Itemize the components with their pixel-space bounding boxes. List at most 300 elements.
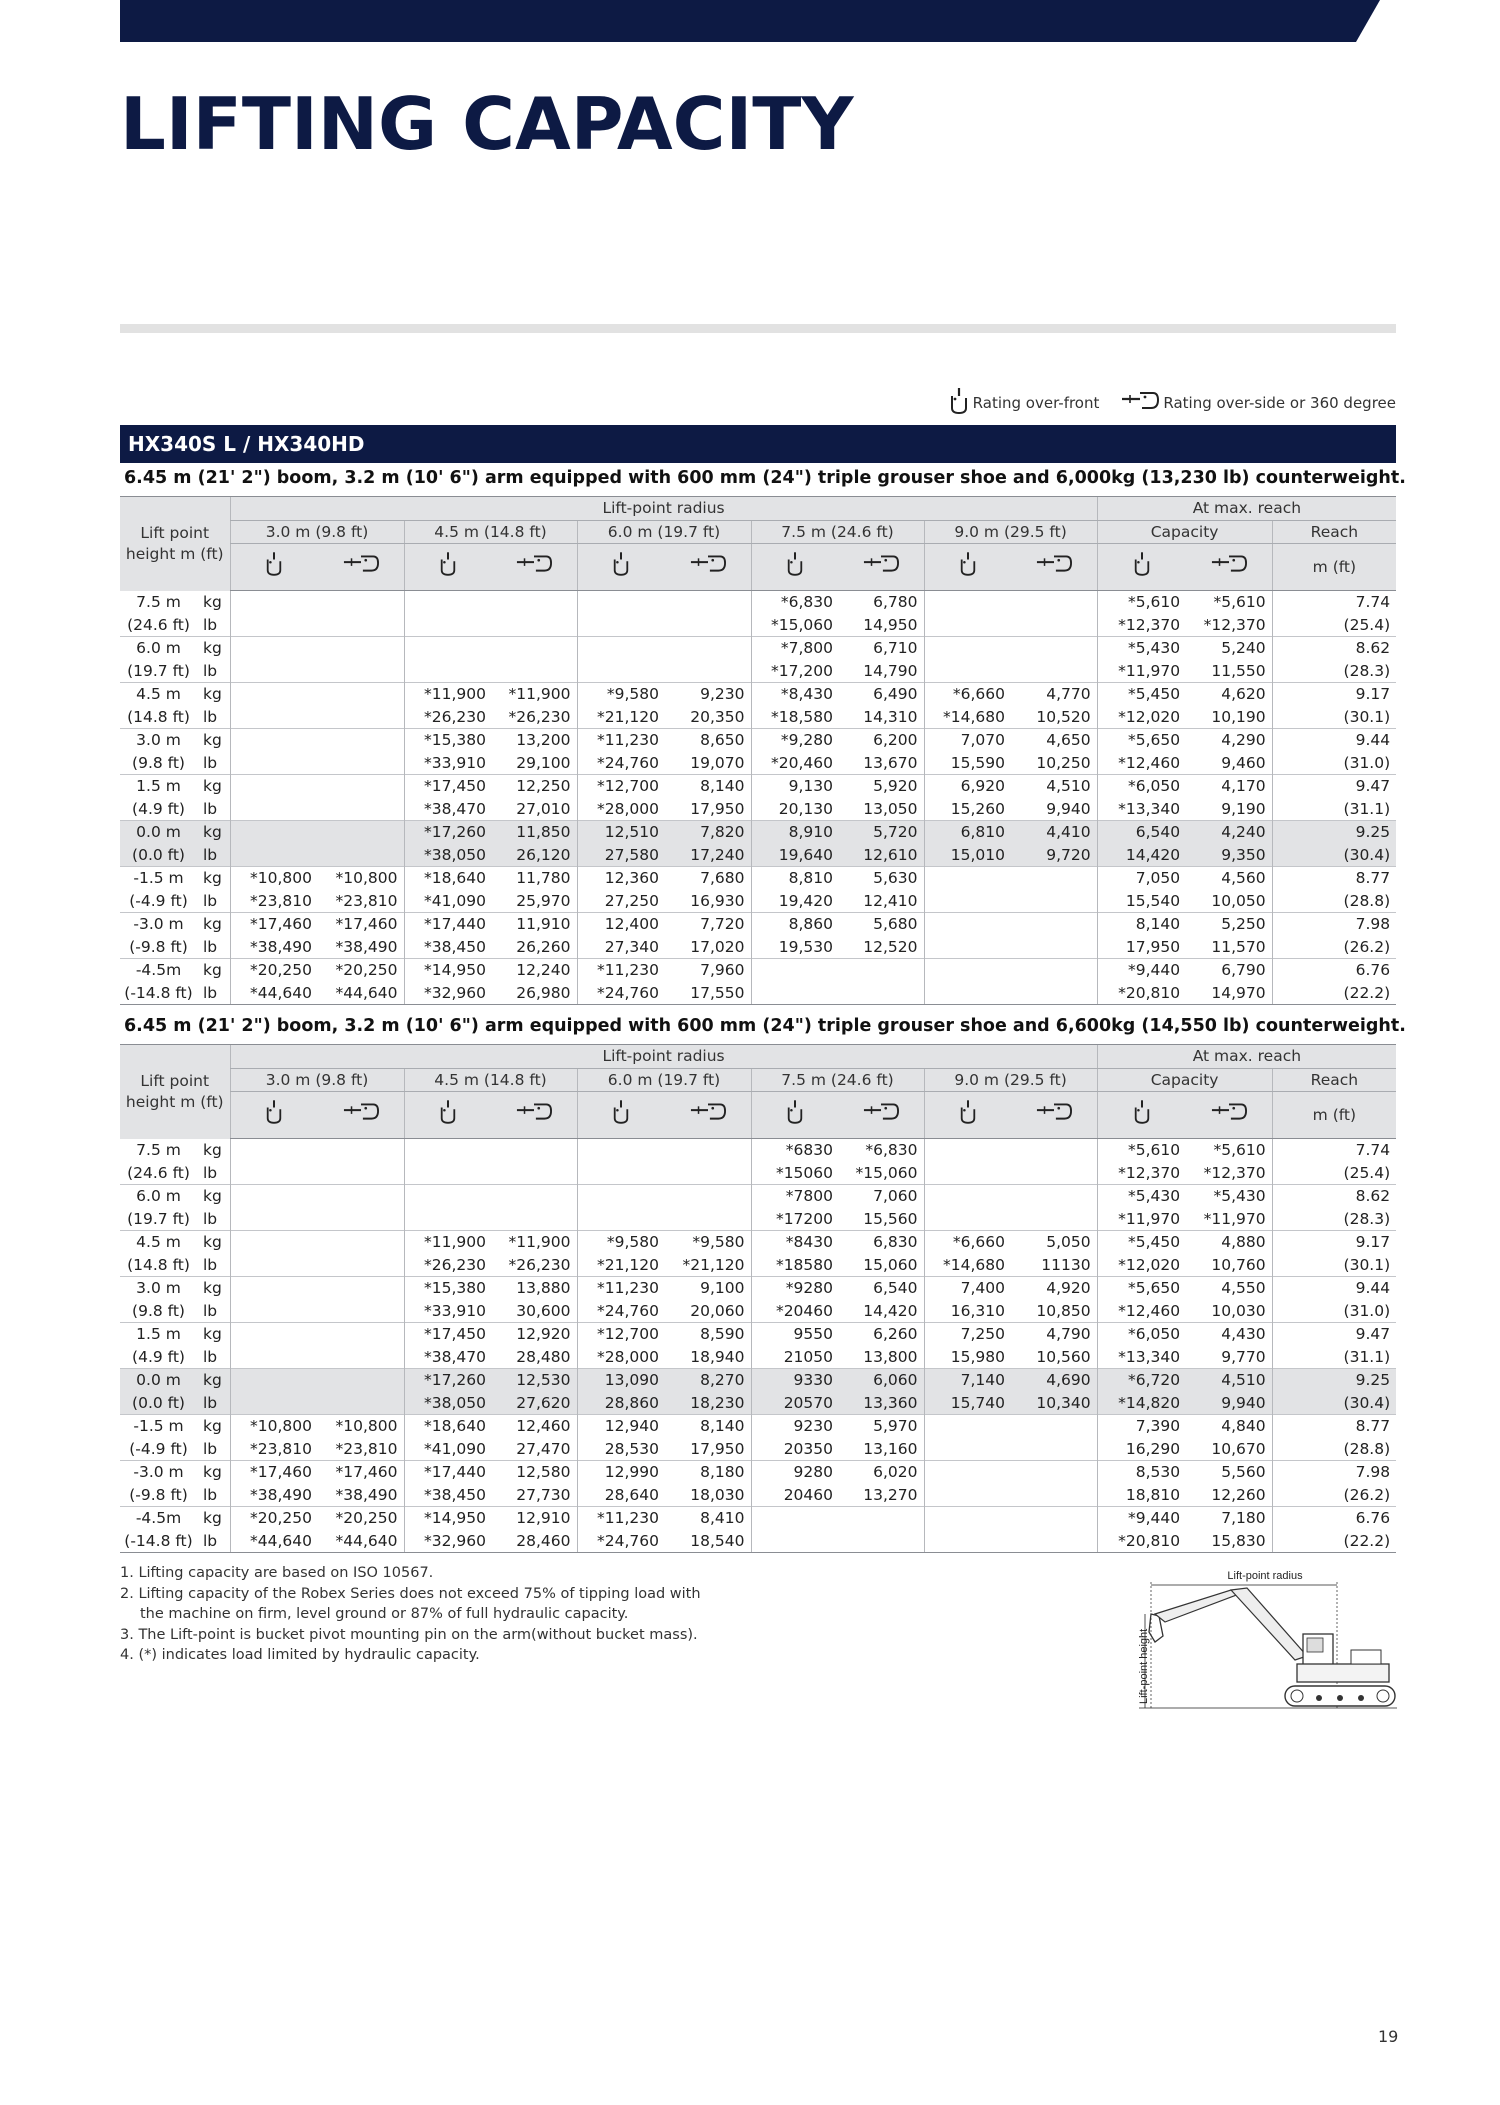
value-cell: *5,610 [1097, 591, 1186, 614]
value-cell: 30,600 [516, 1301, 571, 1320]
table-row [120, 867, 1396, 890]
value-cell: *21,120 [682, 1255, 745, 1274]
value-cell: *44,640 [318, 1530, 404, 1553]
value-cell: 27,620 [492, 1392, 577, 1415]
value-cell: 13,160 [863, 1439, 918, 1458]
value-cell: 7,820 [665, 821, 751, 844]
value-cell: *5,650 [1097, 729, 1186, 752]
value-cell [924, 1484, 1011, 1507]
value-cell: *10,800 [318, 867, 404, 890]
height-cell: (9.8 ft) [132, 1301, 185, 1320]
value-cell: 10,850 [1036, 1301, 1091, 1320]
value-cell: *20,250 [318, 959, 404, 982]
unit-cell: lb [203, 1347, 218, 1366]
value-cell: (28.8) [1272, 890, 1396, 913]
value-cell: (25.4) [1272, 1162, 1396, 1185]
unit-cell: kg [197, 821, 230, 844]
bucket-over-side-icon [839, 544, 924, 591]
value-cell: 8,650 [665, 729, 751, 752]
value-cell: *18580 [751, 1254, 839, 1277]
legend-front [949, 387, 1100, 419]
value-cell: *12,370 [1203, 1163, 1266, 1182]
value-cell: 10,250 [1036, 753, 1091, 772]
value-cell: 12,940 [577, 1415, 665, 1438]
value-cell [1011, 982, 1097, 1005]
value-cell: 8,590 [665, 1323, 751, 1346]
value-cell: 9,190 [1221, 799, 1266, 818]
unit-cell: lb [203, 1163, 218, 1182]
unit-cell: kg [197, 775, 230, 798]
max-reach-header: At max. reach [1097, 497, 1396, 521]
value-cell: *11,970 [1203, 1209, 1266, 1228]
value-cell: 9280 [751, 1461, 839, 1484]
value-cell: (31.1) [1272, 798, 1396, 821]
height-cell: (19.7 ft) [127, 1209, 190, 1228]
value-cell: *6,660 [924, 683, 1011, 706]
value-cell: *14,680 [924, 1254, 1011, 1277]
value-cell: 26,980 [492, 982, 577, 1005]
height-cell: 4.5 m [120, 683, 197, 706]
value-cell: *9,440 [1097, 1507, 1186, 1530]
value-cell: *5,610 [1097, 1139, 1186, 1162]
bucket-over-side-icon [318, 544, 404, 591]
value-cell: 28,860 [577, 1392, 665, 1415]
bucket-over-side-icon [1121, 390, 1163, 416]
table-row [120, 775, 1396, 798]
value-cell: (22.2) [1272, 1530, 1396, 1553]
bucket-over-front-icon [751, 544, 839, 591]
table-row [120, 1415, 1396, 1438]
value-cell: 20,060 [690, 1301, 745, 1320]
value-cell: 7,400 [924, 1277, 1011, 1300]
value-cell [492, 1208, 577, 1231]
value-cell: *9,580 [577, 683, 665, 706]
table-row [120, 1438, 1396, 1461]
value-cell: 15,980 [924, 1346, 1011, 1369]
unit-cell: kg [197, 1369, 230, 1392]
legend-side [1121, 390, 1396, 416]
value-cell: 14,970 [1186, 982, 1272, 1005]
table-row [120, 660, 1396, 683]
value-cell [230, 844, 318, 867]
value-cell: 9.17 [1272, 683, 1396, 706]
bucket-over-side-icon [1186, 1092, 1272, 1139]
value-cell [318, 1300, 404, 1323]
value-cell: *11,970 [1097, 1208, 1186, 1231]
value-cell: 4,560 [1186, 867, 1272, 890]
value-cell: *5,610 [1213, 593, 1266, 612]
value-cell [924, 1162, 1011, 1185]
value-cell: 18,030 [690, 1485, 745, 1504]
value-cell: 5,630 [839, 867, 924, 890]
unit-cell: kg [197, 729, 230, 752]
value-cell: (28.3) [1272, 660, 1396, 683]
value-cell: 13,880 [492, 1277, 577, 1300]
bucket-over-side-icon [665, 544, 751, 591]
value-cell [1011, 1139, 1097, 1162]
value-cell [230, 1254, 318, 1277]
height-cell: (0.0 ft) [120, 844, 197, 867]
bucket-over-front-icon [577, 544, 665, 591]
value-cell: 7,180 [1186, 1507, 1272, 1530]
value-cell: 11,570 [1211, 937, 1266, 956]
table-row [120, 706, 1396, 729]
value-cell: *17,460 [230, 1461, 318, 1484]
value-cell: *38,050 [404, 844, 492, 867]
value-cell: (26.2) [1272, 1484, 1396, 1507]
value-cell [924, 982, 1011, 1005]
value-cell: *24,760 [577, 752, 665, 775]
value-cell: *17,450 [404, 1323, 492, 1346]
value-cell: *12,370 [1097, 614, 1186, 637]
value-cell: 17,950 [690, 1439, 745, 1458]
value-cell: 12,360 [577, 867, 665, 890]
value-cell: 19,420 [751, 890, 839, 913]
value-cell: 11,850 [492, 821, 577, 844]
bucket-over-side-icon [1011, 1092, 1097, 1139]
table-row [120, 1392, 1396, 1415]
value-cell: 16,290 [1097, 1438, 1186, 1461]
value-cell [404, 1162, 492, 1185]
value-cell [318, 798, 404, 821]
value-cell: 4,510 [1186, 1369, 1272, 1392]
bucket-over-front-icon [230, 544, 318, 591]
value-cell: *5,430 [1097, 1185, 1186, 1208]
value-cell [492, 614, 577, 637]
bucket-over-side-icon [1011, 544, 1097, 591]
value-cell: (31.0) [1272, 752, 1396, 775]
value-cell: *23,810 [230, 1438, 318, 1461]
value-cell: *44,640 [318, 982, 404, 1005]
value-cell: 6,810 [924, 821, 1011, 844]
max-reach-header: At max. reach [1097, 1045, 1396, 1069]
table-row [120, 1231, 1396, 1254]
value-cell: 15,060 [863, 1255, 918, 1274]
height-cell: -4.5m [120, 959, 197, 982]
value-cell [318, 1392, 404, 1415]
value-cell: *20,250 [230, 959, 318, 982]
value-cell [1011, 1507, 1097, 1530]
value-cell: 19,070 [690, 753, 745, 772]
value-cell [1011, 660, 1097, 683]
value-cell: 12,990 [577, 1461, 665, 1484]
value-cell: 29,100 [516, 753, 571, 772]
height-cell: 6.0 m [120, 637, 197, 660]
height-cell: 1.5 m [120, 775, 197, 798]
radius-column-header: 4.5 m (14.8 ft) [404, 520, 577, 544]
value-cell: 5,680 [839, 913, 924, 936]
value-cell: 27,730 [516, 1485, 571, 1504]
bucket-over-side-icon [492, 544, 577, 591]
bucket-over-side-icon [318, 1092, 404, 1139]
value-cell: *10,800 [230, 1415, 318, 1438]
value-cell: 7.98 [1272, 1461, 1396, 1484]
value-cell: *23,810 [335, 891, 398, 910]
table-row [120, 1369, 1396, 1392]
value-cell: *12,700 [577, 775, 665, 798]
value-cell: 8,140 [665, 1415, 751, 1438]
icon-row [120, 544, 1396, 591]
value-cell [230, 1208, 318, 1231]
value-cell: 8.62 [1272, 1185, 1396, 1208]
height-cell: 7.5 m [136, 1141, 181, 1159]
value-cell: 10,030 [1211, 1301, 1266, 1320]
value-cell: *20,810 [1097, 1530, 1186, 1553]
value-cell: 15,560 [863, 1209, 918, 1228]
table-row [120, 844, 1396, 867]
value-cell: 9.47 [1272, 775, 1396, 798]
value-cell: 4,880 [1186, 1231, 1272, 1254]
value-cell: *20,250 [318, 1507, 404, 1530]
value-cell: *38,490 [335, 1485, 398, 1504]
height-cell: -4.5m [120, 1507, 197, 1530]
bucket-over-front-icon [577, 1092, 665, 1139]
value-cell [577, 1185, 665, 1208]
value-cell: *18,580 [751, 706, 839, 729]
value-cell: 8.77 [1272, 1415, 1396, 1438]
value-cell: 8,860 [751, 913, 839, 936]
value-cell: *6,660 [924, 1231, 1011, 1254]
bucket-over-side-icon [1186, 544, 1272, 591]
value-cell [318, 752, 404, 775]
table-row [120, 1530, 1396, 1553]
value-cell: *38,450 [404, 936, 492, 959]
value-cell [751, 1530, 839, 1553]
value-cell [924, 1461, 1011, 1484]
value-cell [665, 660, 751, 683]
value-cell: *5,650 [1097, 1277, 1186, 1300]
value-cell: 6,540 [839, 1277, 924, 1300]
value-cell [318, 660, 404, 683]
value-cell [230, 1300, 318, 1323]
value-cell: *26,230 [404, 706, 492, 729]
lifting-table-1 [120, 496, 1396, 1005]
value-cell: 7,140 [924, 1369, 1011, 1392]
footnote: 4. (*) indicates load limited by hydraulic capacity. [120, 1647, 480, 1663]
value-cell: 15,590 [924, 752, 1011, 775]
value-cell [318, 591, 404, 614]
value-cell: (31.0) [1272, 1300, 1396, 1323]
reach-unit-header: m (ft) [1272, 1092, 1396, 1139]
value-cell: 11,910 [492, 913, 577, 936]
value-cell: 18,230 [665, 1392, 751, 1415]
value-cell: (25.4) [1272, 614, 1396, 637]
value-cell: 4,240 [1186, 821, 1272, 844]
value-cell: *11,230 [577, 959, 665, 982]
value-cell [1011, 1484, 1097, 1507]
value-cell [924, 890, 1011, 913]
value-cell: *7800 [751, 1185, 839, 1208]
table-row [120, 890, 1396, 913]
value-cell: 14,790 [863, 661, 918, 680]
value-cell: 28,460 [492, 1530, 577, 1553]
value-cell: *14,680 [924, 706, 1011, 729]
value-cell: 9,770 [1221, 1347, 1266, 1366]
height-cell: (-9.8 ft) [129, 1485, 188, 1504]
value-cell: *12,700 [577, 1323, 665, 1346]
value-cell: *6,050 [1097, 775, 1186, 798]
bucket-over-front-icon [230, 1092, 318, 1139]
value-cell: (30.1) [1272, 1254, 1396, 1277]
value-cell: 10,050 [1211, 891, 1266, 910]
value-cell [839, 1530, 924, 1553]
value-cell: 5,050 [1011, 1231, 1097, 1254]
value-cell: *11,900 [404, 683, 492, 706]
value-cell [230, 752, 318, 775]
value-cell: 20,350 [690, 707, 745, 726]
value-cell [230, 1185, 318, 1208]
value-cell: 12,250 [492, 775, 577, 798]
value-cell: *41,090 [404, 890, 492, 913]
value-cell: 9,940 [1046, 799, 1091, 818]
value-cell: 15,740 [924, 1392, 1011, 1415]
value-cell [924, 660, 1011, 683]
value-cell: 17,240 [665, 844, 751, 867]
value-cell: *38,450 [404, 1484, 492, 1507]
table-row [120, 1484, 1396, 1507]
value-cell [1011, 1438, 1097, 1461]
value-cell: 19,640 [751, 844, 839, 867]
value-cell: *12,020 [1097, 706, 1186, 729]
value-cell: 12,910 [492, 1507, 577, 1530]
value-cell [492, 1162, 577, 1185]
height-cell: (4.9 ft) [132, 799, 185, 818]
value-cell: 10,340 [1011, 1392, 1097, 1415]
value-cell: 13,360 [839, 1392, 924, 1415]
unit-cell: kg [197, 683, 230, 706]
value-cell [230, 614, 318, 637]
value-cell: 7.74 [1272, 1139, 1396, 1162]
height-cell: 0.0 m [120, 1369, 197, 1392]
unit-cell: lb [203, 1439, 218, 1458]
value-cell: 6.76 [1272, 1507, 1396, 1530]
value-cell [318, 1254, 404, 1277]
value-cell: 8,910 [751, 821, 839, 844]
value-cell: 6,920 [924, 775, 1011, 798]
value-cell [577, 1162, 665, 1185]
lift-point-height-header: Lift point height m (ft) [120, 1045, 230, 1139]
value-cell [404, 660, 492, 683]
value-cell: 7,390 [1097, 1415, 1186, 1438]
header-row [120, 1068, 1396, 1092]
value-cell: 5,560 [1186, 1461, 1272, 1484]
value-cell: *9,440 [1097, 959, 1186, 982]
value-cell: (22.2) [1272, 982, 1396, 1005]
value-cell: 18,810 [1097, 1484, 1186, 1507]
value-cell: 11,780 [492, 867, 577, 890]
value-cell: *33,910 [404, 1300, 492, 1323]
value-cell: *23,810 [230, 890, 318, 913]
value-cell [1011, 913, 1097, 936]
page-number: 19 [1378, 2027, 1399, 2046]
height-cell: 0.0 m [120, 821, 197, 844]
value-cell: 7.74 [1272, 591, 1396, 614]
page-title: LIFTING CAPACITY [120, 82, 854, 166]
value-cell [404, 1139, 492, 1162]
value-cell: *13,340 [1097, 1346, 1186, 1369]
value-cell: 9.44 [1272, 729, 1396, 752]
height-cell: 1.5 m [120, 1323, 197, 1346]
value-cell [230, 821, 318, 844]
value-cell: 20,130 [751, 798, 839, 821]
value-cell: 9.44 [1272, 1277, 1396, 1300]
lift-point-radius-header: Lift-point radius [230, 1045, 1097, 1069]
footnote: 1. Lifting capacity are based on ISO 10567. [120, 1565, 434, 1581]
value-cell [230, 660, 318, 683]
value-cell [924, 959, 1011, 982]
value-cell [924, 1438, 1011, 1461]
value-cell [577, 660, 665, 683]
unit-cell: kg [197, 1507, 230, 1530]
value-cell: *11,900 [404, 1231, 492, 1254]
bucket-over-front-icon [404, 1092, 492, 1139]
value-cell: (28.3) [1272, 1208, 1396, 1231]
value-cell: *44,640 [230, 1530, 318, 1553]
reach-header: Reach [1272, 520, 1396, 544]
unit-cell: lb [203, 1255, 218, 1274]
value-cell: *5,450 [1097, 683, 1186, 706]
value-cell: *17,460 [318, 1461, 404, 1484]
value-cell [230, 591, 318, 614]
value-cell: 4,410 [1011, 821, 1097, 844]
reach-unit-header: m (ft) [1272, 544, 1396, 591]
value-cell [1011, 591, 1097, 614]
value-cell: *11,230 [577, 1277, 665, 1300]
value-cell: 14,420 [863, 1301, 918, 1320]
table-row [120, 1185, 1396, 1208]
value-cell: 20350 [751, 1438, 839, 1461]
unit-cell: kg [197, 1231, 230, 1254]
value-cell: 9.47 [1272, 1323, 1396, 1346]
value-cell: 7,250 [924, 1323, 1011, 1346]
value-cell [665, 637, 751, 660]
table-row [120, 1461, 1396, 1484]
value-cell: *28,000 [577, 1346, 665, 1369]
value-cell: 20460 [751, 1484, 839, 1507]
value-cell [665, 591, 751, 614]
value-cell: *9280 [751, 1277, 839, 1300]
value-cell: *44,640 [230, 982, 318, 1005]
value-cell: 15,010 [924, 844, 1011, 867]
value-cell: 6.76 [1272, 959, 1396, 982]
unit-cell: lb [203, 937, 218, 956]
radius-column-header: 9.0 m (29.5 ft) [924, 520, 1097, 544]
value-cell [924, 913, 1011, 936]
value-cell: *14,820 [1097, 1392, 1186, 1415]
value-cell: *12,460 [1097, 752, 1186, 775]
value-cell [1011, 936, 1097, 959]
table-row [120, 1254, 1396, 1277]
value-cell: *38,050 [404, 1392, 492, 1415]
value-cell: 18,540 [665, 1530, 751, 1553]
value-cell: 13,800 [863, 1347, 918, 1366]
value-cell: 26,260 [516, 937, 571, 956]
value-cell: 4,620 [1186, 683, 1272, 706]
value-cell: *6,830 [865, 1141, 918, 1160]
value-cell: *21,120 [577, 1254, 665, 1277]
value-cell: *8430 [751, 1231, 839, 1254]
value-cell: 9,460 [1221, 753, 1266, 772]
value-cell [839, 959, 924, 982]
value-cell [492, 660, 577, 683]
value-cell: 9.25 [1272, 1369, 1396, 1392]
value-cell: 21050 [751, 1346, 839, 1369]
value-cell [665, 614, 751, 637]
table-row [120, 821, 1396, 844]
value-cell: 5,970 [839, 1415, 924, 1438]
value-cell: 12,400 [577, 913, 665, 936]
value-cell: 6,020 [839, 1461, 924, 1484]
